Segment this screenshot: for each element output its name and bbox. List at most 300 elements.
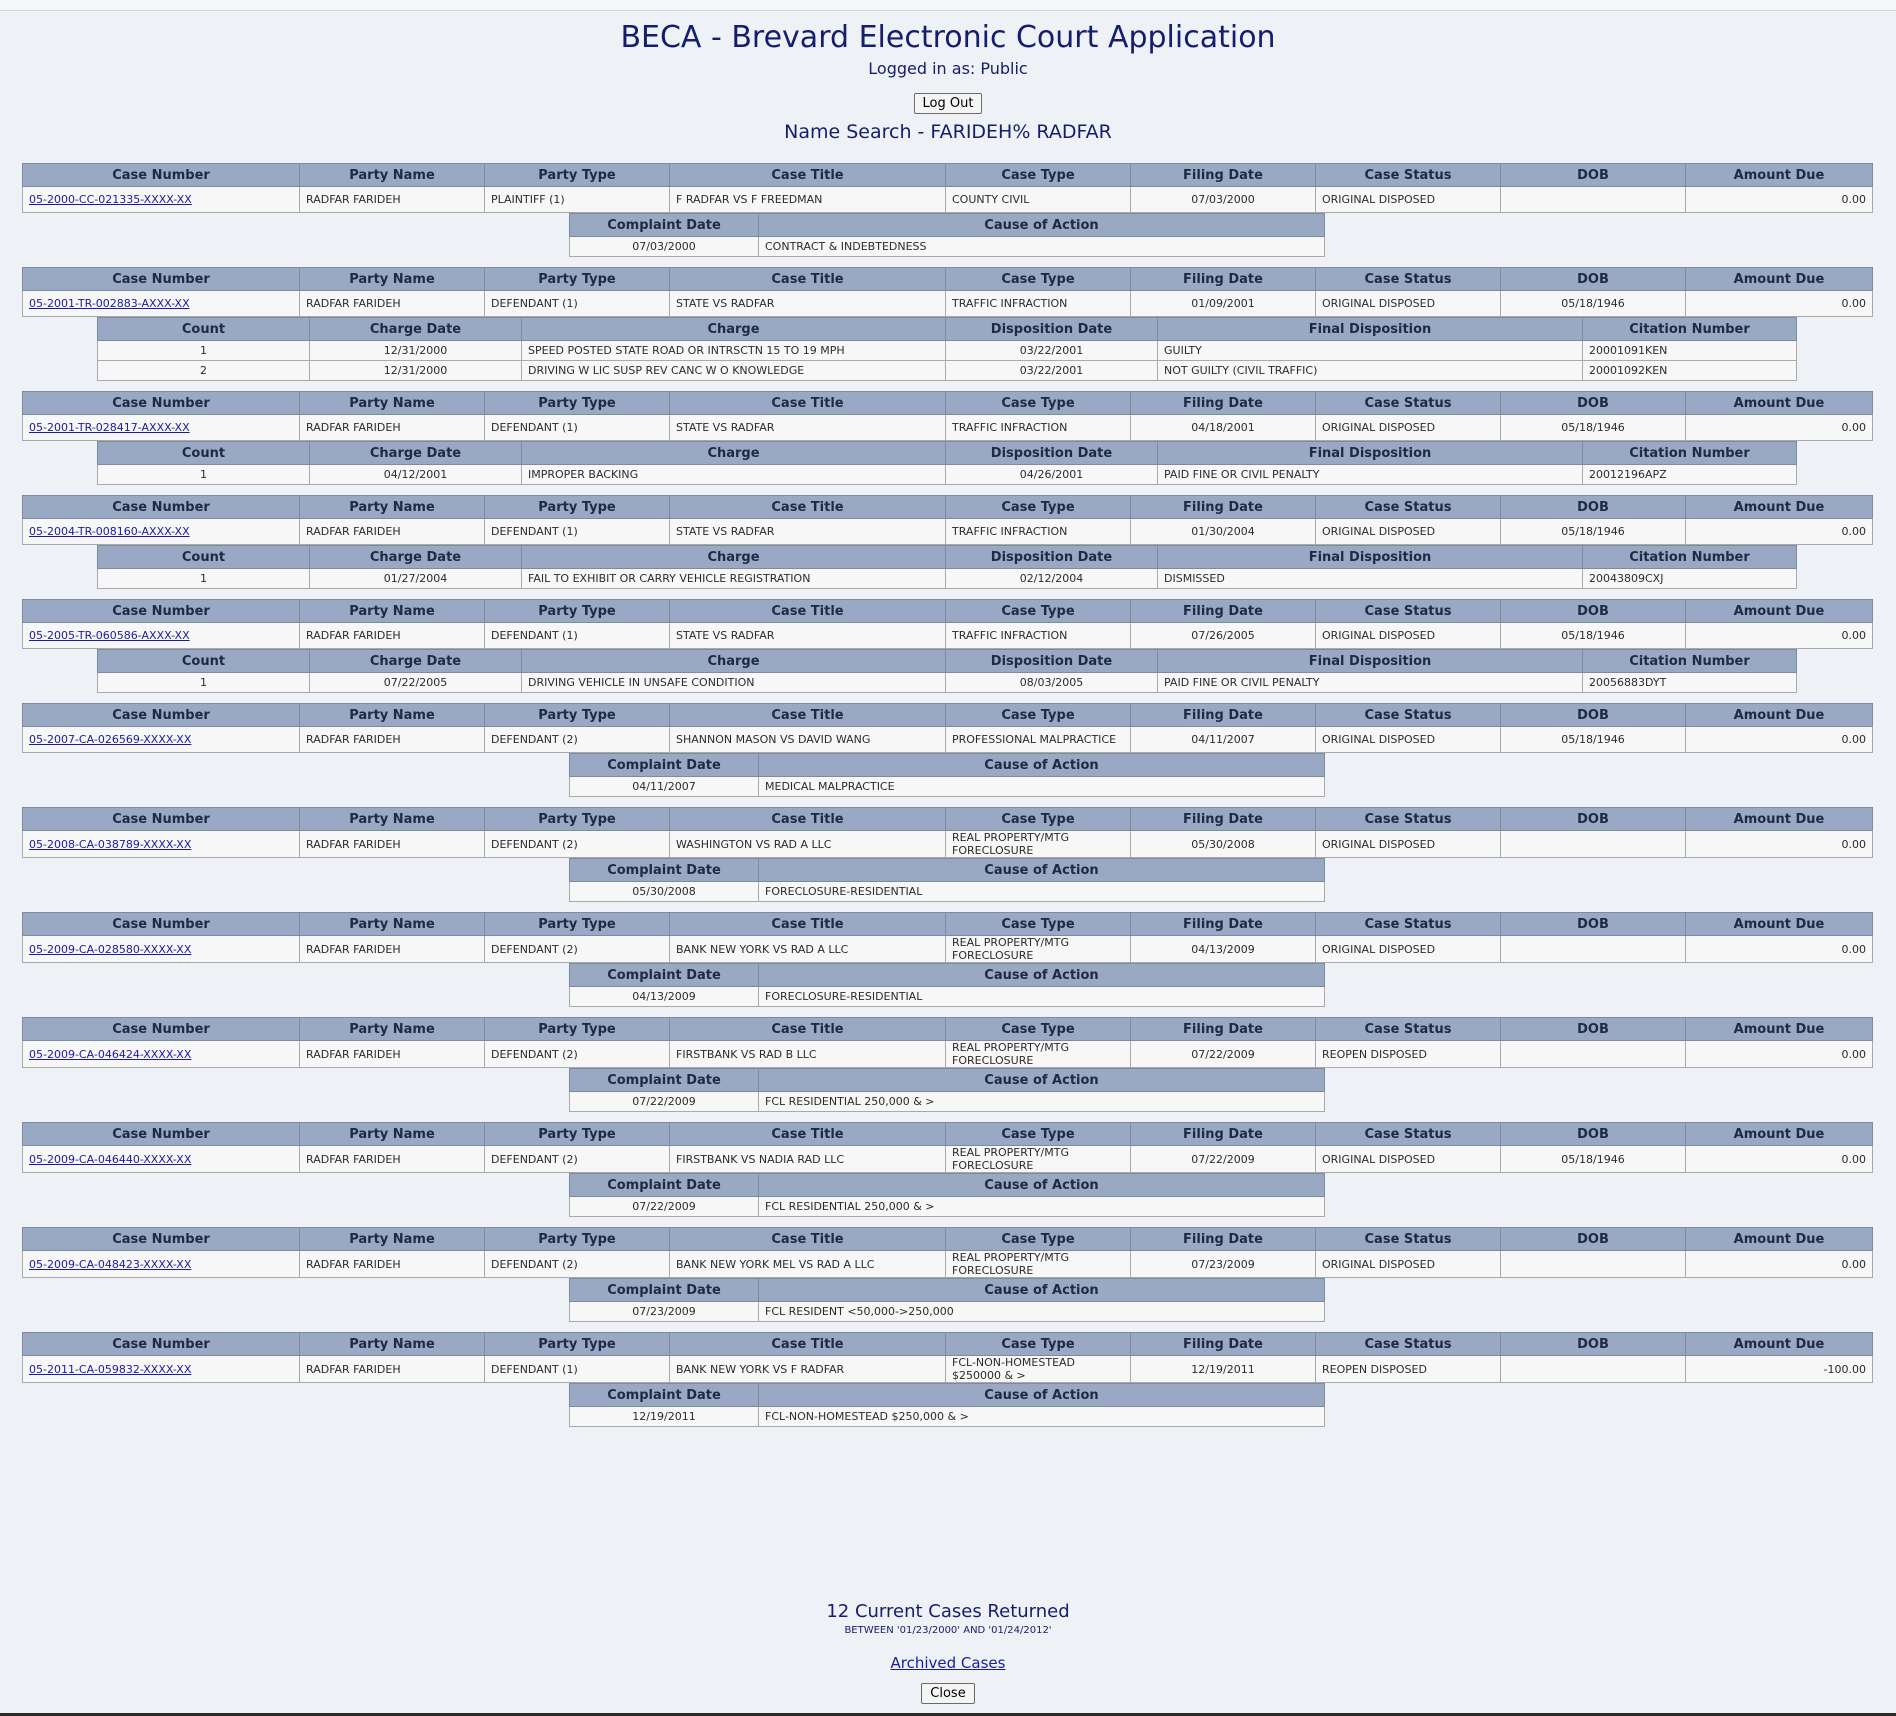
case-header-row xyxy=(23,1228,1873,1251)
case-number-cell xyxy=(23,1041,300,1068)
charge-header-citation-number: Citation Number xyxy=(1583,318,1797,341)
case-table xyxy=(22,163,1873,213)
charge-description: DRIVING W LIC SUSP REV CANC W O KNOWLEDGE xyxy=(522,361,946,381)
case-status: ORIGINAL DISPOSED xyxy=(1316,519,1501,545)
case-header-dob: DOB xyxy=(1501,808,1686,831)
case-number-link[interactable]: 05-2011-CA-059832-XXXX-XX xyxy=(29,1362,192,1376)
case-row xyxy=(23,1146,1873,1173)
cause-of-action: CONTRACT & INDEBTEDNESS xyxy=(759,237,1325,257)
case-header-party-type: Party Type xyxy=(485,600,670,623)
amount-due: 0.00 xyxy=(1686,291,1873,317)
case-table xyxy=(22,1227,1873,1278)
case-header-dob: DOB xyxy=(1501,164,1686,187)
case-table xyxy=(22,599,1873,649)
filing-date: 04/18/2001 xyxy=(1131,415,1316,441)
case-header-party-name: Party Name xyxy=(300,392,485,415)
case-number-link[interactable]: 05-2009-CA-046424-XXXX-XX xyxy=(29,1047,192,1061)
charge-date: 04/12/2001 xyxy=(310,465,522,485)
case-header-case-status: Case Status xyxy=(1316,1123,1501,1146)
case-row xyxy=(23,1356,1873,1383)
case-title: STATE VS RADFAR xyxy=(670,519,946,545)
charge-header-row xyxy=(98,546,1797,569)
case-block xyxy=(0,1122,1896,1217)
charge-row xyxy=(98,361,1797,381)
amount-due: 0.00 xyxy=(1686,1146,1873,1173)
charge-date: 01/27/2004 xyxy=(310,569,522,589)
case-title: STATE VS RADFAR xyxy=(670,623,946,649)
case-title: BANK NEW YORK VS F RADFAR xyxy=(670,1356,946,1383)
party-type: PLAINTIFF (1) xyxy=(485,187,670,213)
case-block xyxy=(0,599,1896,693)
close-wrap xyxy=(0,1682,1896,1704)
citation-number: 20043809CXJ xyxy=(1583,569,1797,589)
complaint-table xyxy=(569,858,1325,902)
charge-date: 12/31/2000 xyxy=(310,341,522,361)
case-header-case-type: Case Type xyxy=(946,704,1131,727)
charge-date: 12/31/2000 xyxy=(310,361,522,381)
case-header-case-status: Case Status xyxy=(1316,704,1501,727)
case-header-case-title: Case Title xyxy=(670,913,946,936)
charge-header-final-disposition: Final Disposition xyxy=(1158,318,1583,341)
close-button[interactable]: Close xyxy=(921,1683,974,1704)
case-block xyxy=(0,1332,1896,1427)
case-header-case-type: Case Type xyxy=(946,268,1131,291)
charge-header-final-disposition: Final Disposition xyxy=(1158,650,1583,673)
case-header-dob: DOB xyxy=(1501,1018,1686,1041)
case-header-dob: DOB xyxy=(1501,704,1686,727)
results-footer xyxy=(0,1600,1896,1704)
case-type: PROFESSIONAL MALPRACTICE xyxy=(946,727,1131,753)
complaint-header-row xyxy=(570,1384,1325,1407)
case-title: FIRSTBANK VS RAD B LLC xyxy=(670,1041,946,1068)
charge-description: SPEED POSTED STATE ROAD OR INTRSCTN 15 TO 19 MPH xyxy=(522,341,946,361)
case-status: ORIGINAL DISPOSED xyxy=(1316,623,1501,649)
case-row xyxy=(23,831,1873,858)
case-header-case-title: Case Title xyxy=(670,496,946,519)
case-status: ORIGINAL DISPOSED xyxy=(1316,936,1501,963)
case-header-case-number: Case Number xyxy=(23,913,300,936)
party-name: RADFAR FARIDEH xyxy=(300,415,485,441)
charge-row xyxy=(98,673,1797,693)
citation-number: 20001092KEN xyxy=(1583,361,1797,381)
case-header-party-type: Party Type xyxy=(485,496,670,519)
party-name: RADFAR FARIDEH xyxy=(300,291,485,317)
case-header-row xyxy=(23,496,1873,519)
case-status: ORIGINAL DISPOSED xyxy=(1316,187,1501,213)
complaint-date: 07/22/2009 xyxy=(570,1197,759,1217)
case-number-link[interactable]: 05-2004-TR-008160-AXXX-XX xyxy=(29,525,190,538)
case-title: WASHINGTON VS RAD A LLC xyxy=(670,831,946,858)
final-disposition: GUILTY xyxy=(1158,341,1583,361)
case-header-dob: DOB xyxy=(1501,1228,1686,1251)
disposition-date: 03/22/2001 xyxy=(946,341,1158,361)
complaint-header-cause-of-action: Cause of Action xyxy=(759,1384,1325,1407)
case-header-filing-date: Filing Date xyxy=(1131,392,1316,415)
case-header-party-name: Party Name xyxy=(300,704,485,727)
party-name: RADFAR FARIDEH xyxy=(300,1251,485,1278)
case-table xyxy=(22,495,1873,545)
amount-due: -100.00 xyxy=(1686,1356,1873,1383)
case-header-case-number: Case Number xyxy=(23,1123,300,1146)
filing-date: 07/23/2009 xyxy=(1131,1251,1316,1278)
charge-description: FAIL TO EXHIBIT OR CARRY VEHICLE REGISTRATION xyxy=(522,569,946,589)
logged-in-status: Logged in as: Public xyxy=(868,59,1028,78)
final-disposition: DISMISSED xyxy=(1158,569,1583,589)
case-header-party-type: Party Type xyxy=(485,1228,670,1251)
case-header-case-type: Case Type xyxy=(946,600,1131,623)
case-header-case-type: Case Type xyxy=(946,1123,1131,1146)
case-block xyxy=(0,391,1896,485)
party-type: DEFENDANT (2) xyxy=(485,936,670,963)
filing-date: 07/22/2009 xyxy=(1131,1146,1316,1173)
case-header-party-name: Party Name xyxy=(300,1018,485,1041)
case-header-case-title: Case Title xyxy=(670,392,946,415)
complaint-header-complaint-date: Complaint Date xyxy=(570,1069,759,1092)
case-header-dob: DOB xyxy=(1501,392,1686,415)
case-list xyxy=(0,163,1896,1437)
case-title: SHANNON MASON VS DAVID WANG xyxy=(670,727,946,753)
dob: 05/18/1946 xyxy=(1501,623,1686,649)
case-number-link[interactable]: 05-2007-CA-026569-XXXX-XX xyxy=(29,733,192,746)
case-header-row xyxy=(23,600,1873,623)
complaint-header-complaint-date: Complaint Date xyxy=(570,214,759,237)
complaint-row xyxy=(570,882,1325,902)
case-header-row xyxy=(23,164,1873,187)
case-header-party-name: Party Name xyxy=(300,1228,485,1251)
charge-header-row xyxy=(98,650,1797,673)
search-title: Name Search - FARIDEH% RADFAR xyxy=(784,121,1112,143)
case-row xyxy=(23,727,1873,753)
case-table xyxy=(22,703,1873,753)
case-number-cell xyxy=(23,936,300,963)
complaint-header-row xyxy=(570,859,1325,882)
case-header-filing-date: Filing Date xyxy=(1131,1333,1316,1356)
archived-cases-link[interactable]: Archived Cases xyxy=(890,1654,1006,1672)
case-header-case-title: Case Title xyxy=(670,1018,946,1041)
complaint-table xyxy=(569,753,1325,797)
dob: 05/18/1946 xyxy=(1501,291,1686,317)
case-header-case-title: Case Title xyxy=(670,268,946,291)
case-title: FIRSTBANK VS NADIA RAD LLC xyxy=(670,1146,946,1173)
case-header-row xyxy=(23,268,1873,291)
case-header-case-number: Case Number xyxy=(23,1333,300,1356)
case-header-amount-due: Amount Due xyxy=(1686,496,1873,519)
case-status: REOPEN DISPOSED xyxy=(1316,1041,1501,1068)
case-header-row xyxy=(23,704,1873,727)
charge-header-final-disposition: Final Disposition xyxy=(1158,442,1583,465)
complaint-header-cause-of-action: Cause of Action xyxy=(759,214,1325,237)
charge-header-charge: Charge xyxy=(522,442,946,465)
charge-header-row xyxy=(98,318,1797,341)
complaint-header-complaint-date: Complaint Date xyxy=(570,1279,759,1302)
case-header-party-type: Party Type xyxy=(485,808,670,831)
case-header-case-type: Case Type xyxy=(946,496,1131,519)
case-table xyxy=(22,1122,1873,1173)
case-type: COUNTY CIVIL xyxy=(946,187,1131,213)
case-number-cell xyxy=(23,831,300,858)
case-header-amount-due: Amount Due xyxy=(1686,1018,1873,1041)
case-block xyxy=(0,163,1896,257)
complaint-row xyxy=(570,1407,1325,1427)
case-status: ORIGINAL DISPOSED xyxy=(1316,415,1501,441)
amount-due: 0.00 xyxy=(1686,1041,1873,1068)
charge-count: 1 xyxy=(98,465,310,485)
complaint-header-cause-of-action: Cause of Action xyxy=(759,1069,1325,1092)
case-header-amount-due: Amount Due xyxy=(1686,1333,1873,1356)
case-type: TRAFFIC INFRACTION xyxy=(946,623,1131,649)
case-header-dob: DOB xyxy=(1501,1333,1686,1356)
case-type: REAL PROPERTY/MTG FORECLOSURE xyxy=(946,1041,1131,1068)
complaint-header-row xyxy=(570,1174,1325,1197)
logout-wrap xyxy=(0,92,1896,114)
case-table xyxy=(22,267,1873,317)
case-table xyxy=(22,391,1873,441)
charge-header-charge: Charge xyxy=(522,650,946,673)
filing-date: 04/13/2009 xyxy=(1131,936,1316,963)
case-header-amount-due: Amount Due xyxy=(1686,392,1873,415)
dob xyxy=(1501,936,1686,963)
complaint-header-cause-of-action: Cause of Action xyxy=(759,754,1325,777)
dob xyxy=(1501,1251,1686,1278)
complaint-header-row xyxy=(570,214,1325,237)
complaint-row xyxy=(570,987,1325,1007)
page-header xyxy=(0,14,1896,144)
complaint-table xyxy=(569,1383,1325,1427)
case-number-link[interactable]: 05-2001-TR-002883-AXXX-XX xyxy=(29,297,190,310)
party-name: RADFAR FARIDEH xyxy=(300,727,485,753)
charge-header-citation-number: Citation Number xyxy=(1583,546,1797,569)
charge-description: IMPROPER BACKING xyxy=(522,465,946,485)
party-type: DEFENDANT (1) xyxy=(485,415,670,441)
amount-due: 0.00 xyxy=(1686,623,1873,649)
complaint-header-complaint-date: Complaint Date xyxy=(570,1384,759,1407)
case-title: STATE VS RADFAR xyxy=(670,291,946,317)
amount-due: 0.00 xyxy=(1686,415,1873,441)
filing-date: 07/22/2009 xyxy=(1131,1041,1316,1068)
case-header-filing-date: Filing Date xyxy=(1131,1018,1316,1041)
case-header-case-title: Case Title xyxy=(670,164,946,187)
dob xyxy=(1501,831,1686,858)
complaint-header-cause-of-action: Cause of Action xyxy=(759,1279,1325,1302)
case-header-case-title: Case Title xyxy=(670,1333,946,1356)
case-table xyxy=(22,1332,1873,1383)
party-type: DEFENDANT (1) xyxy=(485,1356,670,1383)
case-type: TRAFFIC INFRACTION xyxy=(946,291,1131,317)
filing-date: 04/11/2007 xyxy=(1131,727,1316,753)
case-type: REAL PROPERTY/MTG FORECLOSURE xyxy=(946,1251,1131,1278)
disposition-date: 02/12/2004 xyxy=(946,569,1158,589)
cause-of-action: FORECLOSURE-RESIDENTIAL xyxy=(759,987,1325,1007)
case-header-case-number: Case Number xyxy=(23,1228,300,1251)
charge-count: 1 xyxy=(98,569,310,589)
case-header-amount-due: Amount Due xyxy=(1686,164,1873,187)
party-type: DEFENDANT (2) xyxy=(485,1251,670,1278)
case-header-filing-date: Filing Date xyxy=(1131,1228,1316,1251)
case-header-case-status: Case Status xyxy=(1316,496,1501,519)
case-number-link[interactable]: 05-2001-TR-028417-AXXX-XX xyxy=(29,421,190,434)
case-header-party-name: Party Name xyxy=(300,1333,485,1356)
case-status: ORIGINAL DISPOSED xyxy=(1316,1251,1501,1278)
case-header-party-name: Party Name xyxy=(300,164,485,187)
filing-date: 01/30/2004 xyxy=(1131,519,1316,545)
case-header-case-status: Case Status xyxy=(1316,1333,1501,1356)
charge-header-disposition-date: Disposition Date xyxy=(946,442,1158,465)
case-header-row xyxy=(23,808,1873,831)
disposition-date: 08/03/2005 xyxy=(946,673,1158,693)
complaint-header-cause-of-action: Cause of Action xyxy=(759,1174,1325,1197)
complaint-header-row xyxy=(570,964,1325,987)
complaint-header-cause-of-action: Cause of Action xyxy=(759,964,1325,987)
case-header-case-type: Case Type xyxy=(946,913,1131,936)
case-number-cell xyxy=(23,291,300,317)
party-name: RADFAR FARIDEH xyxy=(300,187,485,213)
party-type: DEFENDANT (1) xyxy=(485,291,670,317)
case-header-party-type: Party Type xyxy=(485,704,670,727)
case-number-cell xyxy=(23,727,300,753)
disposition-date: 04/26/2001 xyxy=(946,465,1158,485)
logout-button[interactable]: Log Out xyxy=(914,93,983,114)
charge-row xyxy=(98,465,1797,485)
citation-number: 20056883DYT xyxy=(1583,673,1797,693)
complaint-date: 07/22/2009 xyxy=(570,1092,759,1112)
case-table xyxy=(22,1017,1873,1068)
case-number-link[interactable]: 05-2009-CA-048423-XXXX-XX xyxy=(29,1257,192,1271)
case-header-case-status: Case Status xyxy=(1316,392,1501,415)
party-name: RADFAR FARIDEH xyxy=(300,936,485,963)
charge-header-charge-date: Charge Date xyxy=(310,650,522,673)
case-row xyxy=(23,623,1873,649)
case-header-case-number: Case Number xyxy=(23,496,300,519)
cause-of-action: MEDICAL MALPRACTICE xyxy=(759,777,1325,797)
charge-header-charge-date: Charge Date xyxy=(310,546,522,569)
charges-table xyxy=(97,317,1797,381)
case-header-case-status: Case Status xyxy=(1316,164,1501,187)
case-header-case-number: Case Number xyxy=(23,704,300,727)
case-header-row xyxy=(23,1123,1873,1146)
case-header-case-number: Case Number xyxy=(23,268,300,291)
dob xyxy=(1501,1356,1686,1383)
dob: 05/18/1946 xyxy=(1501,727,1686,753)
amount-due: 0.00 xyxy=(1686,519,1873,545)
case-header-case-type: Case Type xyxy=(946,1018,1131,1041)
complaint-row xyxy=(570,777,1325,797)
case-header-dob: DOB xyxy=(1501,496,1686,519)
charge-description: DRIVING VEHICLE IN UNSAFE CONDITION xyxy=(522,673,946,693)
case-number-link[interactable]: 05-2005-TR-060586-AXXX-XX xyxy=(29,629,190,642)
date-range: BETWEEN '01/23/2000' AND '01/24/2012' xyxy=(844,1625,1052,1636)
amount-due: 0.00 xyxy=(1686,936,1873,963)
case-number-cell xyxy=(23,623,300,649)
cause-of-action: FORECLOSURE-RESIDENTIAL xyxy=(759,882,1325,902)
dob: 05/18/1946 xyxy=(1501,519,1686,545)
case-header-party-name: Party Name xyxy=(300,913,485,936)
filing-date: 01/09/2001 xyxy=(1131,291,1316,317)
case-header-filing-date: Filing Date xyxy=(1131,704,1316,727)
complaint-header-cause-of-action: Cause of Action xyxy=(759,859,1325,882)
case-status: ORIGINAL DISPOSED xyxy=(1316,1146,1501,1173)
case-header-filing-date: Filing Date xyxy=(1131,164,1316,187)
charge-header-final-disposition: Final Disposition xyxy=(1158,546,1583,569)
charge-header-charge: Charge xyxy=(522,546,946,569)
case-title: BANK NEW YORK MEL VS RAD A LLC xyxy=(670,1251,946,1278)
case-header-case-title: Case Title xyxy=(670,1228,946,1251)
case-block xyxy=(0,703,1896,797)
case-header-amount-due: Amount Due xyxy=(1686,1228,1873,1251)
party-name: RADFAR FARIDEH xyxy=(300,519,485,545)
case-number-cell xyxy=(23,1146,300,1173)
complaint-header-row xyxy=(570,1279,1325,1302)
citation-number: 20012196APZ xyxy=(1583,465,1797,485)
final-disposition: PAID FINE OR CIVIL PENALTY xyxy=(1158,673,1583,693)
case-header-case-title: Case Title xyxy=(670,704,946,727)
case-header-party-name: Party Name xyxy=(300,496,485,519)
charges-table xyxy=(97,649,1797,693)
case-number-link[interactable]: 05-2009-CA-028580-XXXX-XX xyxy=(29,942,192,956)
party-name: RADFAR FARIDEH xyxy=(300,623,485,649)
complaint-row xyxy=(570,1197,1325,1217)
party-type: DEFENDANT (2) xyxy=(485,831,670,858)
charge-header-count: Count xyxy=(98,442,310,465)
charge-header-disposition-date: Disposition Date xyxy=(946,318,1158,341)
case-header-filing-date: Filing Date xyxy=(1131,808,1316,831)
app-title: BECA - Brevard Electronic Court Application xyxy=(620,20,1276,55)
case-number-link[interactable]: 05-2000-CC-021335-XXXX-XX xyxy=(29,193,192,206)
filing-date: 07/03/2000 xyxy=(1131,187,1316,213)
case-header-row xyxy=(23,392,1873,415)
party-type: DEFENDANT (1) xyxy=(485,519,670,545)
case-type: REAL PROPERTY/MTG FORECLOSURE xyxy=(946,1146,1131,1173)
charge-header-count: Count xyxy=(98,650,310,673)
complaint-date: 04/11/2007 xyxy=(570,777,759,797)
charge-count: 1 xyxy=(98,341,310,361)
case-header-case-type: Case Type xyxy=(946,1228,1131,1251)
case-header-filing-date: Filing Date xyxy=(1131,268,1316,291)
case-number-link[interactable]: 05-2008-CA-038789-XXXX-XX xyxy=(29,837,192,851)
case-header-case-status: Case Status xyxy=(1316,600,1501,623)
case-number-cell xyxy=(23,1251,300,1278)
complaint-header-complaint-date: Complaint Date xyxy=(570,859,759,882)
case-title: STATE VS RADFAR xyxy=(670,415,946,441)
case-header-case-status: Case Status xyxy=(1316,913,1501,936)
case-title: BANK NEW YORK VS RAD A LLC xyxy=(670,936,946,963)
dob: 05/18/1946 xyxy=(1501,415,1686,441)
case-header-case-number: Case Number xyxy=(23,808,300,831)
complaint-date: 12/19/2011 xyxy=(570,1407,759,1427)
case-header-party-type: Party Type xyxy=(485,164,670,187)
case-number-link[interactable]: 05-2009-CA-046440-XXXX-XX xyxy=(29,1152,192,1166)
complaint-date: 04/13/2009 xyxy=(570,987,759,1007)
charge-row xyxy=(98,341,1797,361)
case-header-party-type: Party Type xyxy=(485,392,670,415)
case-table xyxy=(22,912,1873,963)
case-status: ORIGINAL DISPOSED xyxy=(1316,291,1501,317)
charge-header-disposition-date: Disposition Date xyxy=(946,650,1158,673)
case-number-cell xyxy=(23,1356,300,1383)
complaint-table xyxy=(569,1278,1325,1322)
case-table xyxy=(22,807,1873,858)
case-header-case-status: Case Status xyxy=(1316,808,1501,831)
case-header-case-status: Case Status xyxy=(1316,1228,1501,1251)
case-header-amount-due: Amount Due xyxy=(1686,913,1873,936)
case-row xyxy=(23,936,1873,963)
case-title: F RADFAR VS F FREEDMAN xyxy=(670,187,946,213)
disposition-date: 03/22/2001 xyxy=(946,361,1158,381)
case-number-cell xyxy=(23,187,300,213)
case-block xyxy=(0,1227,1896,1322)
complaint-table xyxy=(569,1068,1325,1112)
complaint-table xyxy=(569,213,1325,257)
cause-of-action: FCL RESIDENTIAL 250,000 & > xyxy=(759,1092,1325,1112)
